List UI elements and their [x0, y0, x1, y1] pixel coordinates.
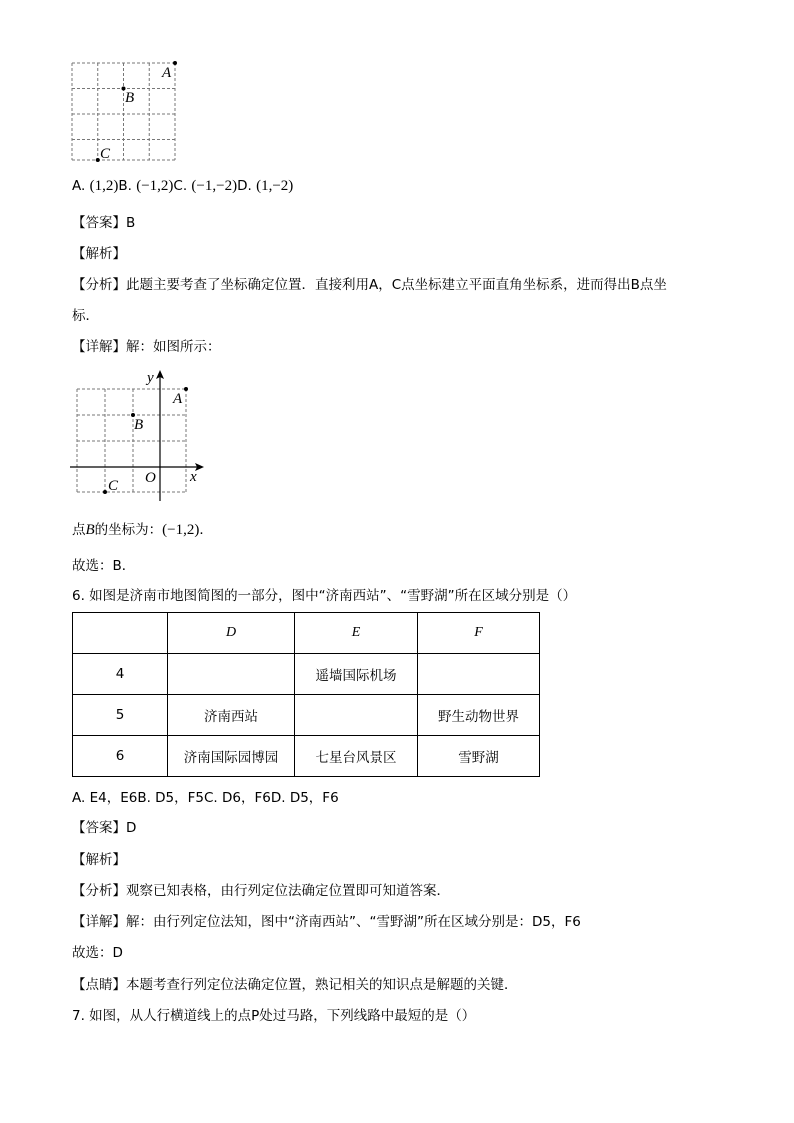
table-row	[73, 695, 540, 736]
table-cell: 济南西站	[168, 695, 295, 736]
label-b: B	[125, 90, 135, 106]
result-prefix: 点	[72, 522, 86, 538]
q6-jiexi: 【解析】	[72, 852, 126, 868]
table-header-row	[73, 613, 540, 654]
result-mid: 的坐标为：	[94, 522, 163, 538]
result-end: ．	[199, 522, 213, 538]
label-o: O	[145, 470, 156, 486]
option-d-value: (1,−2)	[256, 178, 294, 194]
q6-map-table	[72, 612, 540, 777]
table-cell: 雪野湖	[418, 736, 540, 777]
result-value: (−1,2)	[162, 522, 200, 538]
q6-options: A. E4，E6B. D5，F5C. D6，F6D. D5，F6	[72, 790, 339, 806]
label-y: y	[147, 370, 154, 386]
option-c-label: C.	[173, 178, 188, 194]
option-a-label: A.	[72, 178, 86, 194]
table-cell: 4	[73, 654, 168, 695]
label-c: C	[108, 478, 119, 494]
q5-analysis-line2: 标．	[72, 308, 99, 324]
table-cell	[168, 654, 295, 695]
q5-detail: 【详解】解：如图所示：	[72, 339, 221, 355]
result-point: B	[85, 522, 95, 538]
option-d-label: D.	[237, 178, 252, 194]
q5-jiexi: 【解析】	[72, 246, 126, 262]
label-a: A	[173, 391, 183, 407]
q7-stem: 7. 如图，从人行横道线上的点P处过马路，下列线路中最短的是（）	[72, 1008, 476, 1024]
q5-analysis-line1: 【分析】此题主要考查了坐标确定位置．直接利用A，C点坐标建立平面直角坐标系，进而得出B点坐	[72, 277, 667, 293]
table-cell: 遥墙国际机场	[295, 654, 418, 695]
label-a: A	[162, 65, 172, 81]
table-header-cell: E	[295, 613, 418, 654]
table-row	[73, 654, 540, 695]
option-b-label: B.	[118, 178, 132, 194]
label-x: x	[190, 469, 197, 485]
table-header-cell	[73, 613, 168, 654]
table-header-cell: D	[168, 613, 295, 654]
table-cell	[418, 654, 540, 695]
option-c-value: (−1,−2)	[191, 178, 238, 194]
label-c: C	[100, 146, 111, 162]
point-a	[184, 387, 188, 391]
point-a	[173, 61, 177, 65]
q6-choose: 故选：D	[72, 945, 123, 961]
table-cell: 5	[73, 695, 168, 736]
q5-result	[72, 520, 213, 540]
option-a-value: (1,2)	[89, 178, 119, 194]
q5-choose: 故选：B．	[72, 558, 136, 574]
q5-answer: 【答案】B	[72, 215, 136, 231]
point-c	[103, 490, 107, 494]
table-cell: 七星台风景区	[295, 736, 418, 777]
option-b-value: (−1,2)	[136, 178, 174, 194]
q6-detail: 【详解】解：由行列定位法知，图中“济南西站”、“雪野湖”所在区域分别是：D5，F6	[72, 914, 581, 930]
q5-options	[72, 176, 293, 196]
table-cell: 济南国际园博园	[168, 736, 295, 777]
label-b: B	[134, 417, 144, 433]
q6-answer: 【答案】D	[72, 820, 137, 836]
table-header-cell: F	[418, 613, 540, 654]
figure-coordinate-system	[62, 367, 212, 507]
figure-grid-abc	[60, 55, 200, 170]
table-cell	[295, 695, 418, 736]
table-cell: 6	[73, 736, 168, 777]
q6-comment: 【点睛】本题考查行列定位法确定位置，熟记相关的知识点是解题的关键．	[72, 977, 518, 993]
table-row	[73, 736, 540, 777]
table-cell: 野生动物世界	[418, 695, 540, 736]
q6-stem: 6. 如图是济南市地图简图的一部分，图中“济南西站”、“雪野湖”所在区域分别是（）	[72, 588, 577, 604]
q6-analysis: 【分析】观察已知表格，由行列定位法确定位置即可知道答案．	[72, 883, 450, 899]
